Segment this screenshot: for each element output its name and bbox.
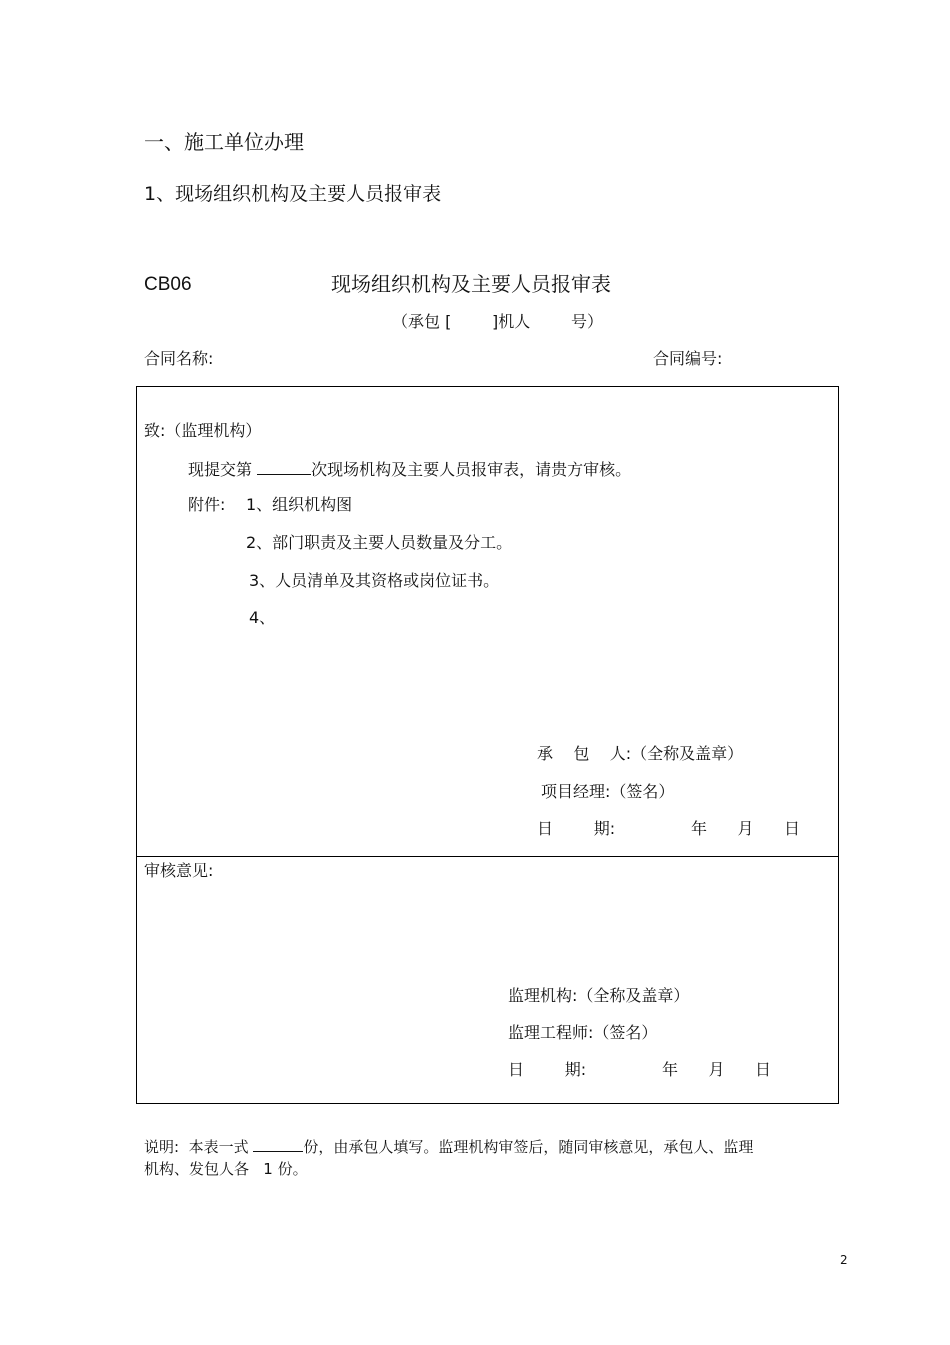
submission-text-after: 次现场机构及主要人员报审表，请贵方审核。 — [311, 460, 632, 479]
section-subheading: 1、现场组织机构及主要人员报审表 — [144, 183, 442, 205]
contract-no-label: 合同编号: — [653, 349, 723, 368]
supervisor-label: 监理机构:（全称及盖章） — [508, 986, 690, 1005]
date-ymd: 年 月 日 — [691, 819, 801, 838]
engineer-label: 监理工程师:（签名） — [508, 1023, 658, 1042]
attachment-item: 3、人员清单及其资格或岗位证书。 — [249, 571, 500, 590]
form-divider — [136, 856, 839, 857]
form-code: CB06 — [144, 274, 192, 295]
attachment-item: 2、部门职责及主要人员数量及分工。 — [246, 533, 513, 552]
review-label: 审核意见: — [144, 861, 214, 880]
form-subtitle: （承包 [ ]机人 号） — [392, 312, 603, 331]
review-date-label: 日 期: — [508, 1060, 587, 1079]
contract-name-label: 合同名称: — [144, 349, 214, 368]
attachments-label: 附件: — [188, 495, 226, 514]
note-text-before: 说明: 本表一式 — [144, 1138, 249, 1156]
count-blank — [257, 460, 311, 475]
pm-label: 项目经理:（签名） — [541, 782, 675, 801]
note-text-after: 份，由承包人填写。监理机构审签后，随同审核意见，承包人、监理 — [303, 1138, 754, 1156]
attachment-item: 1、组织机构图 — [246, 495, 353, 514]
page-number: 2 — [840, 1253, 848, 1267]
copies-blank — [253, 1137, 303, 1152]
section-heading: 一、施工单位办理 — [144, 130, 304, 154]
review-date-ymd: 年 月 日 — [662, 1060, 772, 1079]
attachment-item: 4、 — [249, 608, 276, 627]
submission-text-before: 现提交第 — [188, 460, 253, 479]
note-line-1 — [144, 1137, 753, 1155]
to-label: 致:（监理机构） — [144, 421, 262, 440]
contractor-label: 承 包 人:（全称及盖章） — [537, 744, 744, 763]
note-line-2: 机构、发包人各 1 份。 — [144, 1160, 308, 1178]
submission-line — [188, 460, 631, 478]
form-title: 现场组织机构及主要人员报审表 — [331, 272, 611, 296]
date-label: 日 期: — [537, 819, 616, 838]
